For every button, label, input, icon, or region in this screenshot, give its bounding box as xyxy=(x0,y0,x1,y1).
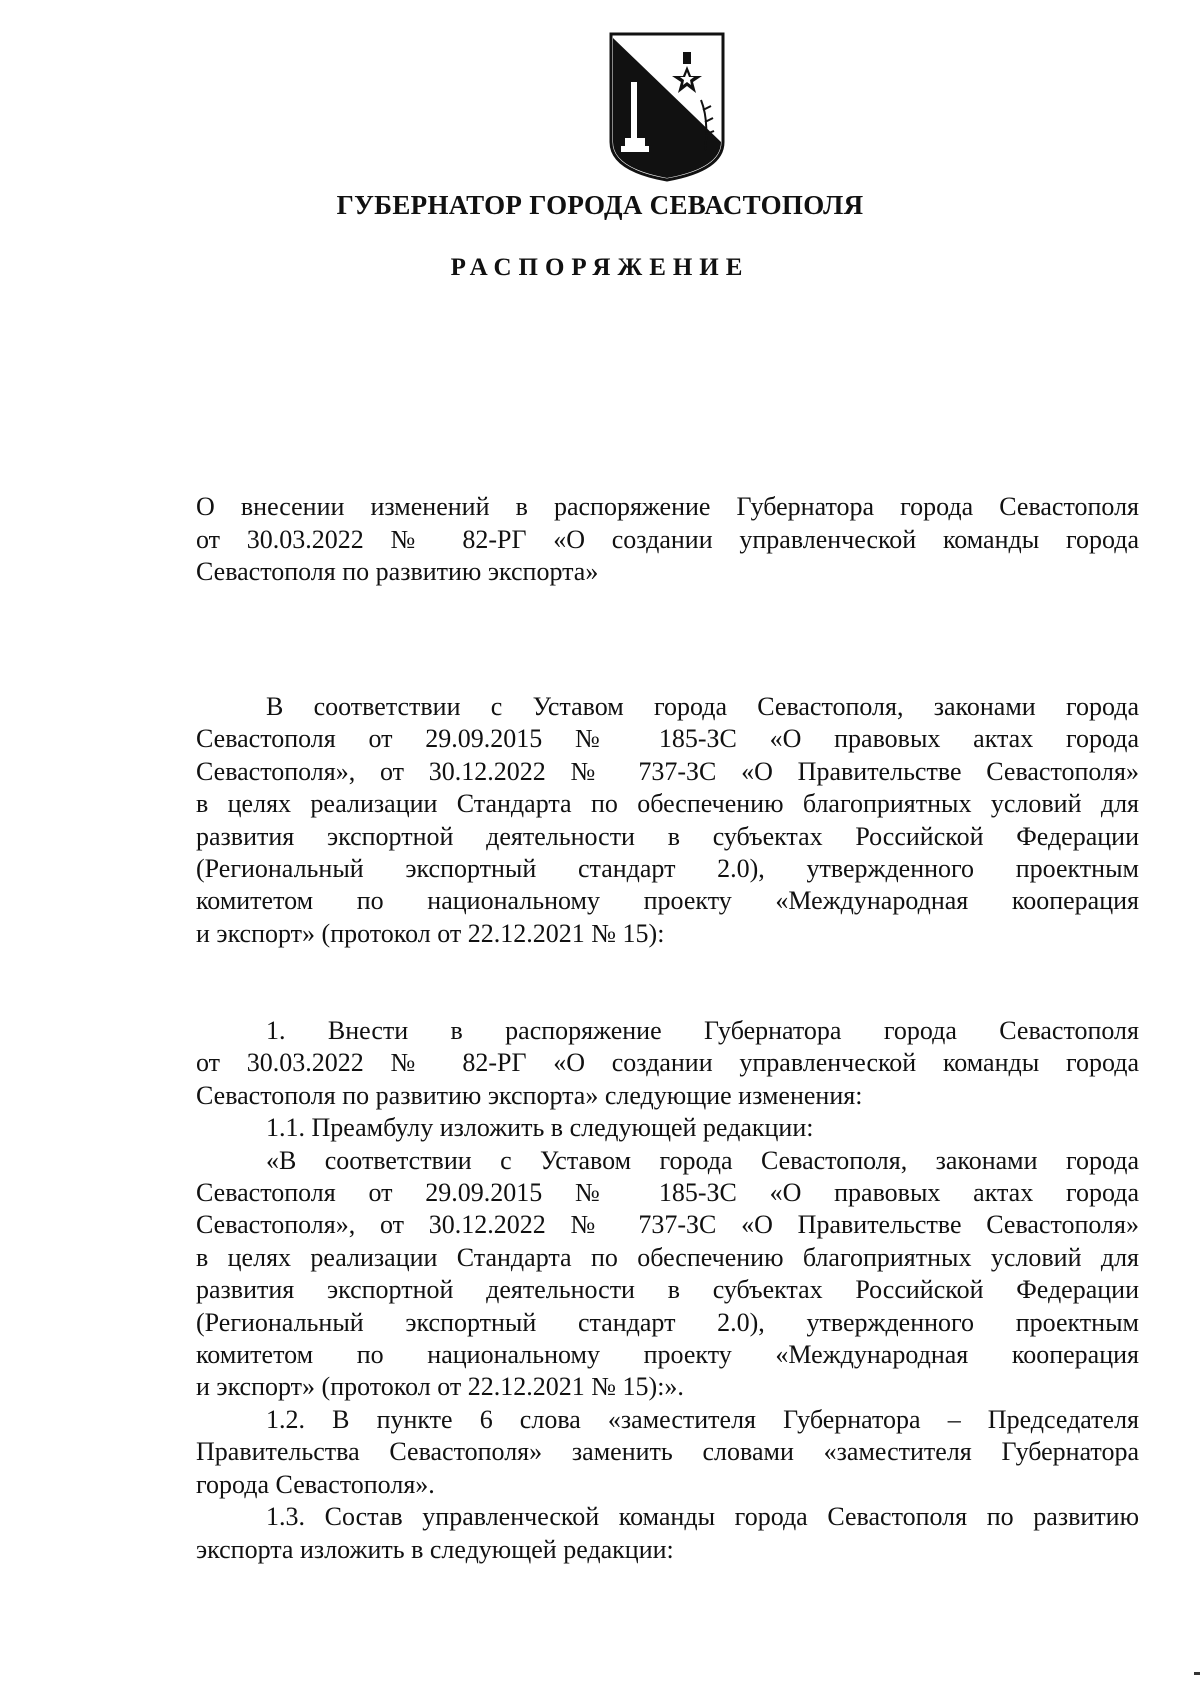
subject-line: О внесении изменений в распоряжение Губернатора города Севастополя xyxy=(196,492,1139,521)
item-line: 1.2. В пункте 6 слова «заместителя Губернатора – Председателя xyxy=(266,1404,1139,1434)
preamble-line: в целях реализации Стандарта по обеспечению благоприятных условий для xyxy=(196,789,1139,819)
item-line: Севастополя от 29.09.2015 № 185-ЗС «О правовых актах города xyxy=(196,1178,1139,1208)
item-line: 1.3. Состав управленческой команды города Севастополя по развитию xyxy=(266,1502,1139,1532)
item-line: 1.1. Преамбулу изложить в следующей редакции: xyxy=(266,1113,814,1143)
item-line: комитетом по национальному проекту «Международная кооперация xyxy=(196,1340,1139,1370)
preamble-paragraph xyxy=(196,691,1139,950)
item-line: города Севастополя». xyxy=(196,1469,435,1499)
item-line: 1. Внести в распоряжение Губернатора города Севастополя xyxy=(266,1016,1139,1045)
item-line: и экспорт» (протокол от 22.12.2021 № 15):». xyxy=(196,1372,684,1402)
preamble-line: (Региональный экспортный стандарт 2.0), утвержденного проектным xyxy=(196,854,1139,884)
preamble-line: развития экспортной деятельности в субъектах Российской Федерации xyxy=(196,821,1139,851)
document-type-heading: РАСПОРЯЖЕНИЕ xyxy=(450,254,750,281)
item-1-1-quoted-preamble xyxy=(196,1145,1139,1404)
subject-line: от 30.03.2022 № 82-РГ «О создании управленческой команды города xyxy=(196,524,1139,554)
preamble-line: и экспорт» (протокол от 22.12.2021 № 15): xyxy=(196,918,665,948)
preamble-line: Севастополя», от 30.12.2022 № 737-ЗС «О Правительстве Севастополя» xyxy=(196,756,1139,786)
item-1 xyxy=(196,1015,1139,1112)
item-line: (Региональный экспортный стандарт 2.0), утвержденного проектным xyxy=(196,1307,1139,1337)
item-line: от 30.03.2022 № 82-РГ «О создании управленческой команды города xyxy=(196,1048,1139,1078)
preamble-line: Севастополя от 29.09.2015 № 185-ЗС «О правовых актах города xyxy=(196,724,1139,754)
item-line: Севастополя», от 30.12.2022 № 737-ЗС «О Правительстве Севастополя» xyxy=(196,1210,1139,1240)
subject-line: Севастополя по развитию экспорта» xyxy=(196,557,599,586)
item-1-2 xyxy=(196,1404,1139,1501)
item-1-3 xyxy=(196,1501,1139,1566)
item-line: экспорта изложить в следующей редакции: xyxy=(196,1534,674,1564)
item-line: развития экспортной деятельности в субъектах Российской Федерации xyxy=(196,1275,1139,1305)
issuer-title: ГУБЕРНАТОР ГОРОДА СЕВАСТОПОЛЯ xyxy=(336,190,864,220)
preamble-line: В соответствии с Уставом города Севастополя, законами города xyxy=(266,692,1139,721)
coat-of-arms-icon xyxy=(605,30,729,182)
preamble-line: комитетом по национальному проекту «Международная кооперация xyxy=(196,886,1139,916)
item-line: «В соответствии с Уставом города Севастополя, законами города xyxy=(266,1145,1139,1175)
items-section xyxy=(196,1015,1139,1566)
scan-edge-mark xyxy=(1194,1672,1200,1675)
item-line: Севастополя по развитию экспорта» следующие изменения: xyxy=(196,1080,863,1110)
item-1-1 xyxy=(196,1112,1139,1144)
item-line: в целях реализации Стандарта по обеспечению благоприятных условий для xyxy=(196,1242,1139,1272)
document-subject xyxy=(196,491,1139,589)
item-line: Правительства Севастополя» заменить словами «заместителя Губернатора xyxy=(196,1437,1139,1467)
